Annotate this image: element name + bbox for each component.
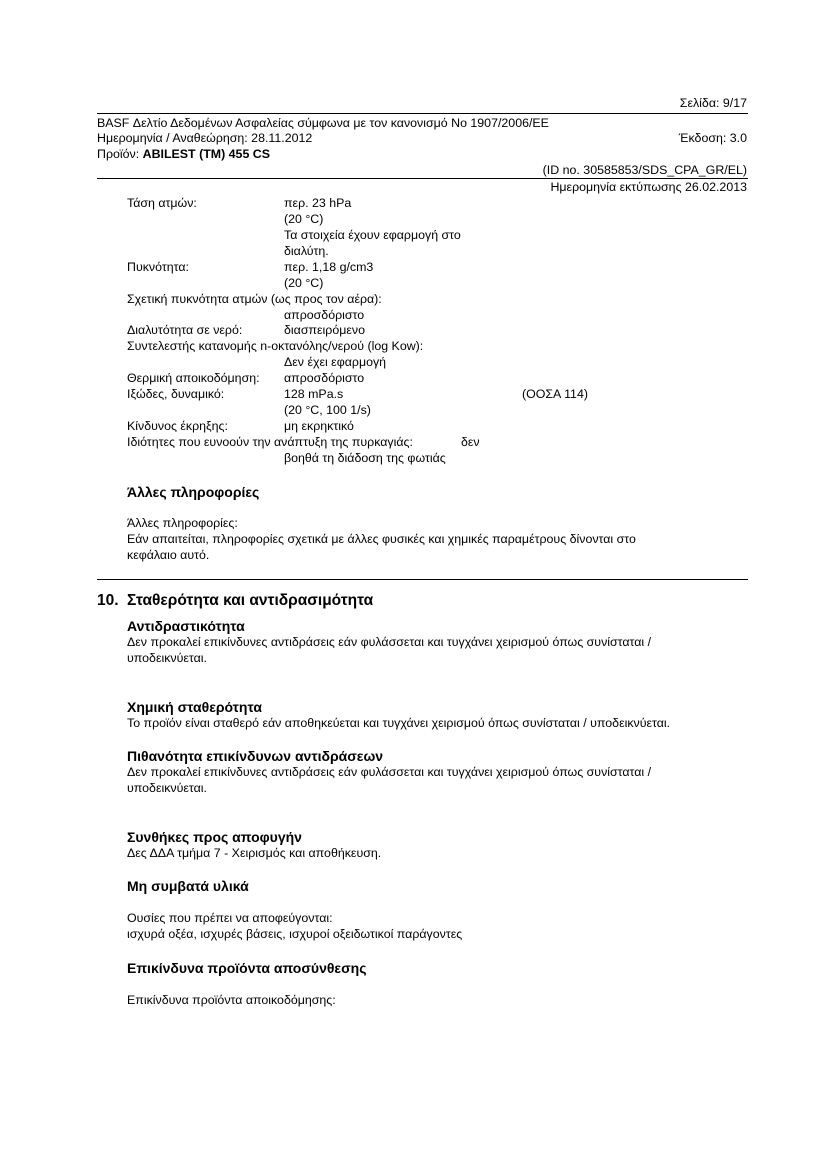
hazardous-reactions-heading: Πιθανότητα επικίνδυνων αντιδράσεων: [127, 748, 384, 764]
relative-vapor-density-label: Σχετική πυκνότητα ατμών (ως προς τον αέρα):: [127, 292, 382, 306]
reactivity-text: Δεν προκαλεί επικίνδυνες αντιδράσεις εάν φυλάσσεται και τυγχάνει χειρισμού όπως συνίσταται /: [127, 635, 652, 649]
product-name: ABILEST (TM) 455 CS: [142, 147, 270, 161]
density-value: περ. 1,18 g/cm3: [284, 260, 374, 274]
viscosity-label: Ιξώδες, δυναμικό:: [127, 387, 225, 401]
vapor-pressure-condition: (20 °C): [284, 212, 324, 226]
chemical-stability-text: Το προϊόν είναι σταθερό εάν αποθηκεύεται και τυγχάνει χειρισμού όπως συνίσταται / υποδεικνύεται.: [127, 716, 671, 730]
fire-promoting-label: Ιδιότητες που ευνοούν την ανάπτυξη της πυρκαγιάς:: [127, 435, 413, 449]
version: Έκδοση: 3.0: [678, 131, 747, 145]
reactivity-heading: Αντιδραστικότητα: [127, 618, 245, 634]
other-info-text-cont: κεφάλαιο αυτό.: [127, 548, 210, 562]
conditions-to-avoid-text: Δες ΔΔΑ τμήμα 7 - Χειρισμός και αποθήκευση.: [127, 846, 382, 860]
hazardous-reactions-text-cont: υποδεικνύεται.: [127, 781, 207, 795]
vapor-pressure-note: Τα στοιχεία έχουν εφαρμογή στο: [284, 228, 461, 242]
reactivity-text-cont: υποδεικνύεται.: [127, 651, 207, 665]
other-info-heading: Άλλες πληροφορίες: [127, 484, 260, 500]
incompatible-materials-heading: Μη συμβατά υλικά: [127, 878, 249, 894]
incompatible-materials-text: ισχυρά οξέα, ισχυρές βάσεις, ισχυροί οξειδωτικοί παράγοντες: [127, 927, 463, 941]
conditions-to-avoid-heading: Συνθήκες προς αποφυγήν: [127, 829, 302, 845]
chemical-stability-heading: Χημική σταθερότητα: [127, 699, 262, 715]
vapor-pressure-note-cont: διαλύτη.: [284, 244, 329, 258]
decomposition-products-label: Επικίνδυνα προϊόντα αποικοδόμησης:: [127, 993, 336, 1007]
decomposition-products-heading: Επικίνδυνα προϊόντα αποσύνθεσης: [127, 960, 367, 976]
density-condition: (20 °C): [284, 276, 324, 290]
revision-date: Ημερομηνία / Αναθεώρηση: 28.11.2012: [97, 131, 313, 145]
viscosity-value: 128 mPa.s: [284, 387, 344, 401]
product-prefix: Προϊόν:: [97, 147, 143, 161]
vapor-pressure-value: περ. 23 hPa: [284, 196, 352, 210]
section-10-title: Σταθερότητα και αντιδρασιμότητα: [127, 592, 374, 609]
section-divider: [97, 579, 748, 580]
solubility-label: Διαλυτότητα σε νερό:: [127, 323, 243, 337]
header-title: BASF Δελτίο Δεδομένων Ασφαλείας σύμφωνα με τον κανονισμό Νο 1907/2006/ΕΕ: [97, 116, 549, 130]
document-id: (ID no. 30585853/SDS_CPA_GR/EL): [542, 163, 747, 177]
hazardous-reactions-text: Δεν προκαλεί επικίνδυνες αντιδράσεις εάν φυλάσσεται και τυγχάνει χειρισμού όπως συνίσταται /: [127, 765, 652, 779]
solubility-value: διασπειρόμενο: [284, 323, 365, 337]
viscosity-condition: (20 °C, 100 1/s): [284, 403, 371, 417]
fire-promoting-value-cont: βοηθά τη διάδοση της φωτιάς: [284, 451, 446, 465]
explosion-hazard-label: Κίνδυνος έκρηξης:: [127, 419, 228, 433]
partition-coefficient-value: Δεν έχει εφαρμογή: [284, 355, 387, 369]
print-date: Ημερομηνία εκτύπωσης 26.02.2013: [550, 180, 747, 194]
page-number: Σελίδα: 9/17: [679, 96, 747, 110]
section-10-number: 10.: [97, 592, 119, 609]
density-label: Πυκνότητα:: [127, 260, 189, 274]
other-info-text: Εάν απαιτείται, πληροφορίες σχετικά με άλλες φυσικές και χημικές παραμέτρους δίνονται στο: [127, 532, 636, 546]
thermal-decomposition-label: Θερμική αποικοδόμηση:: [127, 371, 260, 385]
header-rule-bottom: [97, 178, 748, 179]
incompatible-materials-label: Ουσίες που πρέπει να αποφεύγονται:: [127, 911, 333, 925]
partition-coefficient-label: Συντελεστής κατανομής n-οκτανόλης/νερού (log Kow):: [127, 339, 424, 353]
header-rule-top: [97, 113, 748, 114]
product-line: [97, 147, 270, 162]
relative-vapor-density-value: απροσδόριστο: [284, 308, 365, 322]
other-info-label: Άλλες πληροφορίες:: [127, 516, 238, 530]
vapor-pressure-label: Τάση ατμών:: [127, 196, 197, 210]
viscosity-method: (ΟΟΣΑ 114): [522, 387, 588, 401]
explosion-hazard-value: μη εκρηκτικό: [284, 419, 354, 433]
thermal-decomposition-value: απροσδόριστο: [284, 371, 365, 385]
fire-promoting-value: δεν: [461, 435, 480, 449]
